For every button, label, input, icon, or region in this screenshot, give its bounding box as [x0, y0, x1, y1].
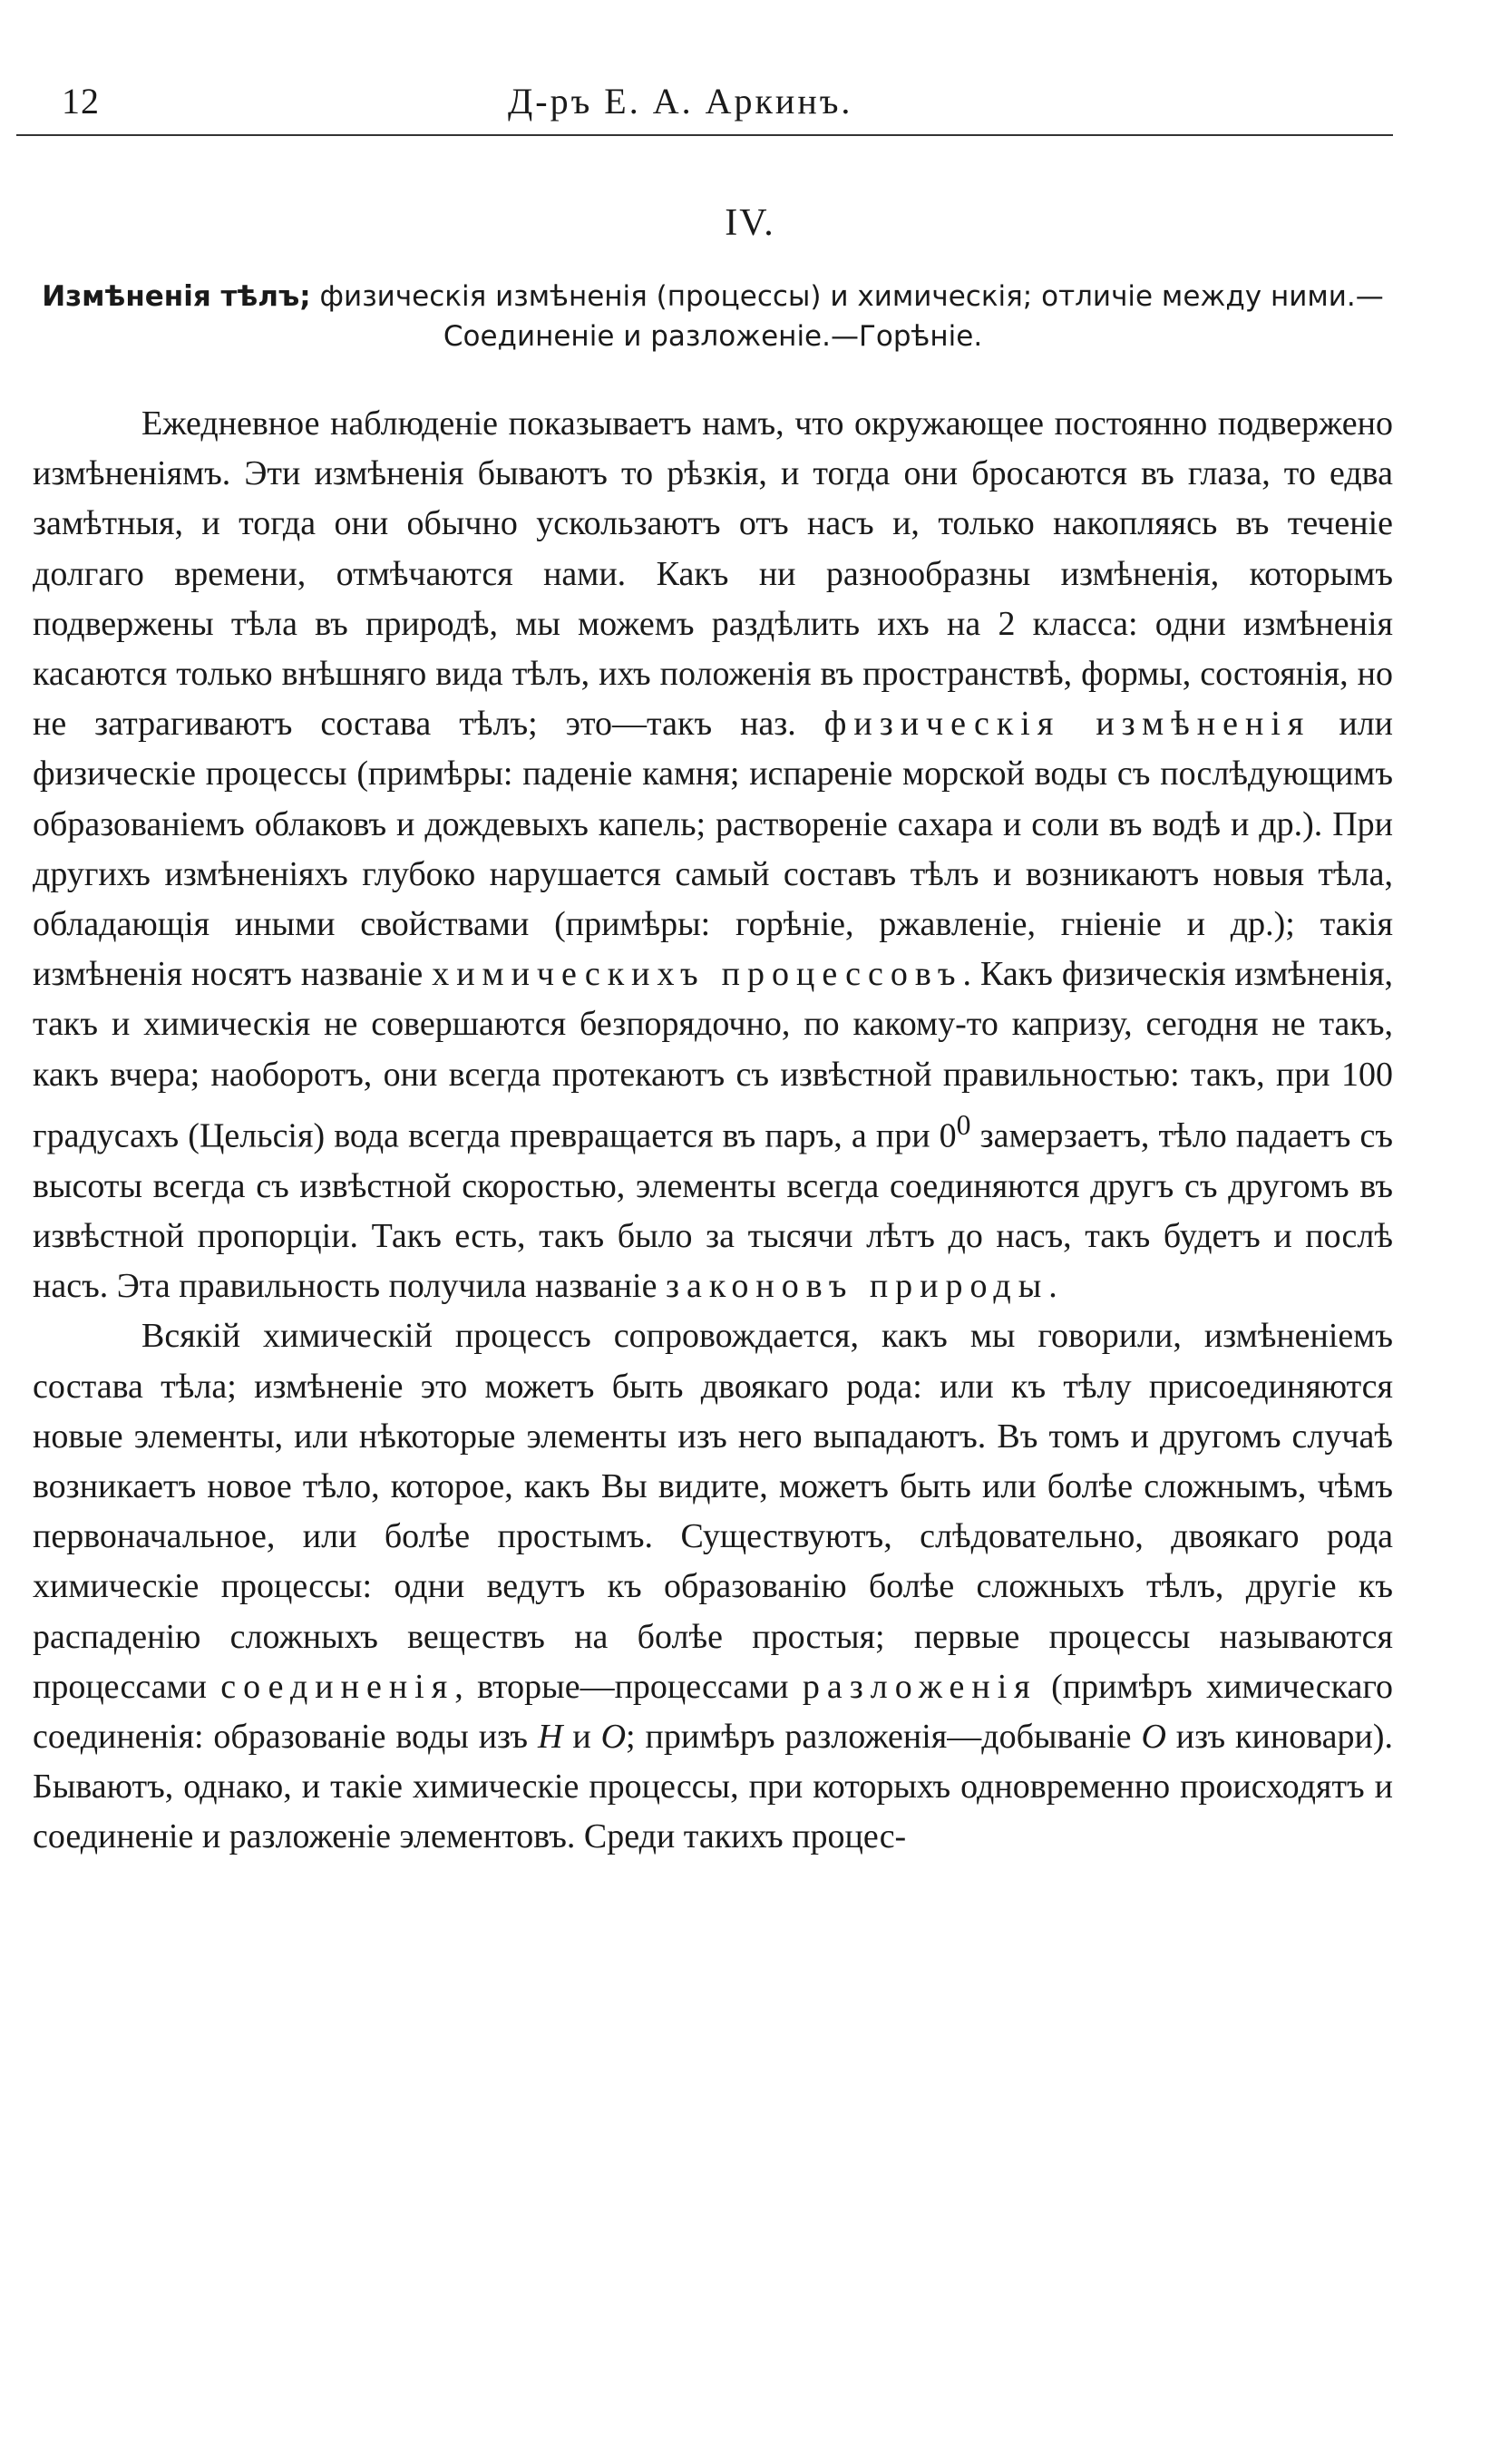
section-summary-lead: Измѣненія тѣлъ;	[42, 280, 311, 313]
paragraph-2-text-6: изъ киновари). Бываютъ, однако, и такіе химическіе процессы, при которыхъ одновременно происходятъ и соединеніе и разложеніе элементовъ. Среди такихъ процес-	[33, 1717, 1393, 1856]
paragraph-1-text-3: . Какъ физическія измѣненія, такъ и химическія не совершаются безпорядочно, по какому-то капризу, сегодня не такъ, какъ вчера; наоборотъ, они всегда протекаютъ съ извѣстной правильностью: такъ, при 100 градусахъ (Цельсія) вода всегда превращается въ паръ, а при 0	[33, 955, 1393, 1155]
paragraph-1-text-4: замерзаетъ, тѣло падаетъ съ высоты всегда съ извѣстной скоростью, элементы всегда соединяются другъ съ другомъ въ извѣстной пропорціи. Такъ есть, такъ было за тысячи лѣтъ до насъ, такъ будетъ и послѣ насъ. Эта правильность получила названіе	[33, 1116, 1393, 1306]
spaced-term-physical-changes: физическія измѣненія	[823, 705, 1311, 744]
section-summary	[33, 277, 1393, 356]
paragraph-2	[33, 1311, 1393, 1862]
italic-symbol-o: O	[600, 1717, 627, 1756]
paragraph-1-text-1: Ежедневное наблюденіе показываетъ намъ, что окружающее постоянно подвержено измѣненіямъ. Эти измѣненія бываютъ то рѣзкія, и тогда они бросаются въ глаза, то едва замѣтныя, и тогда они обычно ускользаютъ отъ насъ и, только накопляясь въ теченіе долгаго времени, отмѣчаются нами. Какъ ни разнообразны измѣненія, которымъ подвержены тѣла въ природѣ, мы можемъ раздѣлить ихъ на 2 класса: одни измѣненія касаются только внѣшняго вида тѣлъ, ихъ положенія въ пространствѣ, формы, состоянія, но не затрагиваютъ состава тѣлъ; это—такъ наз.	[33, 404, 1393, 744]
header-rule	[16, 134, 1393, 136]
italic-symbol-h: H	[537, 1717, 563, 1756]
spaced-term-chemical-processes: химическихъ процессовъ	[432, 955, 963, 994]
running-head: Д-ръ Е. А. Аркинъ.	[508, 81, 853, 122]
paragraph-1-text-5: .	[1048, 1267, 1057, 1306]
spaced-term-decomposition: разложенія	[802, 1667, 1037, 1706]
paragraph-2-text-2: , вторые—процессами	[454, 1667, 803, 1706]
section-summary-rest: физическія измѣненія (процессы) и химическія; отличіе между ними.—Соединеніе и разложеніе.—Горѣніе.	[310, 280, 1384, 353]
paragraph-2-text-4: и	[562, 1717, 601, 1756]
italic-symbol-o-2: O	[1141, 1717, 1166, 1756]
body-text	[33, 399, 1393, 1863]
spaced-term-combination: соединенія	[220, 1667, 455, 1706]
page-number: 12	[62, 81, 100, 122]
page-header	[54, 80, 1388, 136]
paragraph-1-text-2: или физическіе процессы (примѣры: паденіе камня; испареніе морской воды съ послѣдующимъ образованіемъ облаковъ и дождевыхъ капель; раствореніе сахара и соли въ водѣ и др.). При другихъ измѣненіяхъ глубоко нарушается самый составъ тѣлъ и возникаютъ новыя тѣла, обладающія иными свойствами (примѣры: горѣніе, ржавленіе, гніеніе и др.); такія измѣненія носятъ названіе	[33, 705, 1393, 994]
paragraph-2-text-5: ; примѣръ разложенія—добываніе	[626, 1717, 1142, 1756]
paragraph-1	[33, 399, 1393, 1311]
paragraph-2-text-3: (примѣръ химическаго соединенія: образованіе воды изъ	[33, 1667, 1393, 1756]
spaced-term-laws-of-nature: законовъ природы	[665, 1267, 1049, 1306]
degree-superscript: 0	[956, 1108, 971, 1141]
paragraph-2-text-1: Всякій химическій процессъ сопровождается, какъ мы говорили, измѣненіемъ состава тѣла; измѣненіе это можетъ быть двоякаго рода: или къ тѣлу присоединяются новые элементы, или нѣкоторые элементы изъ него выпадаютъ. Въ томъ и другомъ случаѣ возникаетъ новое тѣло, которое, какъ Вы видите, можетъ быть или болѣе сложнымъ, чѣмъ первоначальное, или болѣе простымъ. Существуютъ, слѣдовательно, двоякаго рода химическіе процессы: одни ведутъ къ образованію болѣе сложныхъ тѣлъ, другіе къ распаденію сложныхъ веществъ на болѣе простыя; первые процессы называются процессами	[33, 1317, 1393, 1706]
section-number: IV.	[725, 202, 775, 244]
